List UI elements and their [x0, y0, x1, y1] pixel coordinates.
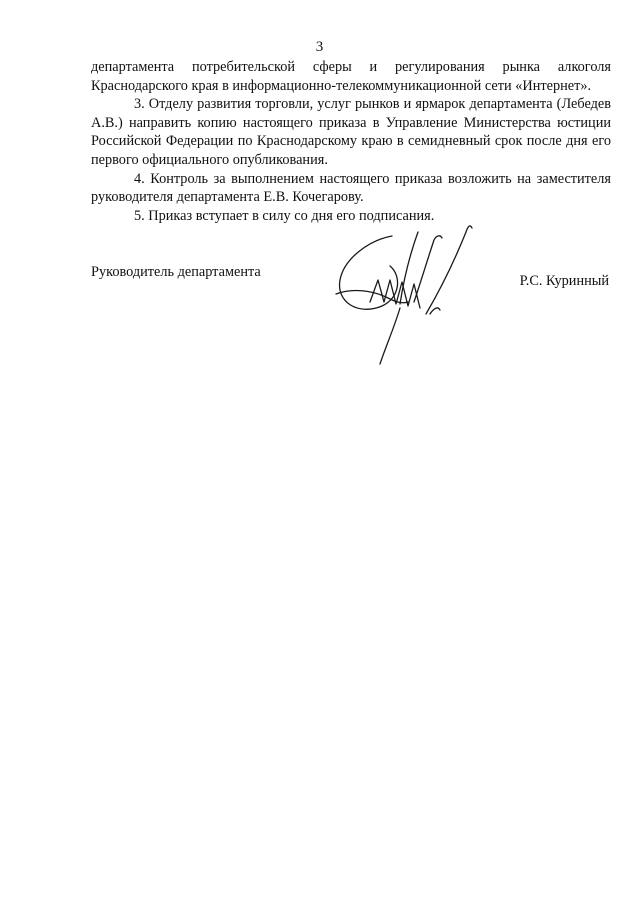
paragraph-item-4: 4. Контроль за выполнением настоящего приказа возложить на заместителя руководителя департамента Е.В. Кочегарову. — [91, 170, 611, 206]
document-body — [91, 58, 611, 225]
handwritten-signature — [330, 218, 490, 368]
signatory-title: Руководитель департамента — [91, 264, 261, 280]
paragraph-item-3: 3. Отделу развития торговли, услуг рынков и ярмарок департамента (Лебедев А.В.) направить копию настоящего приказа в Управление Министерства юстиции Российской Федерации по Краснодарскому краю в семидневный срок после дня его первого официального опубликования. — [91, 96, 611, 168]
paragraph-item-5: 5. Приказ вступает в силу со дня его подписания. — [134, 207, 435, 224]
page-number: 3 — [315, 39, 324, 55]
signatory-name: Р.С. Куринный — [519, 273, 609, 289]
paragraph-publication-continuation: департамента потребительской сферы и регулирования рынка алкоголя Краснодарского края в информационно-телекоммуникационной сети «Интернет». — [91, 59, 611, 94]
